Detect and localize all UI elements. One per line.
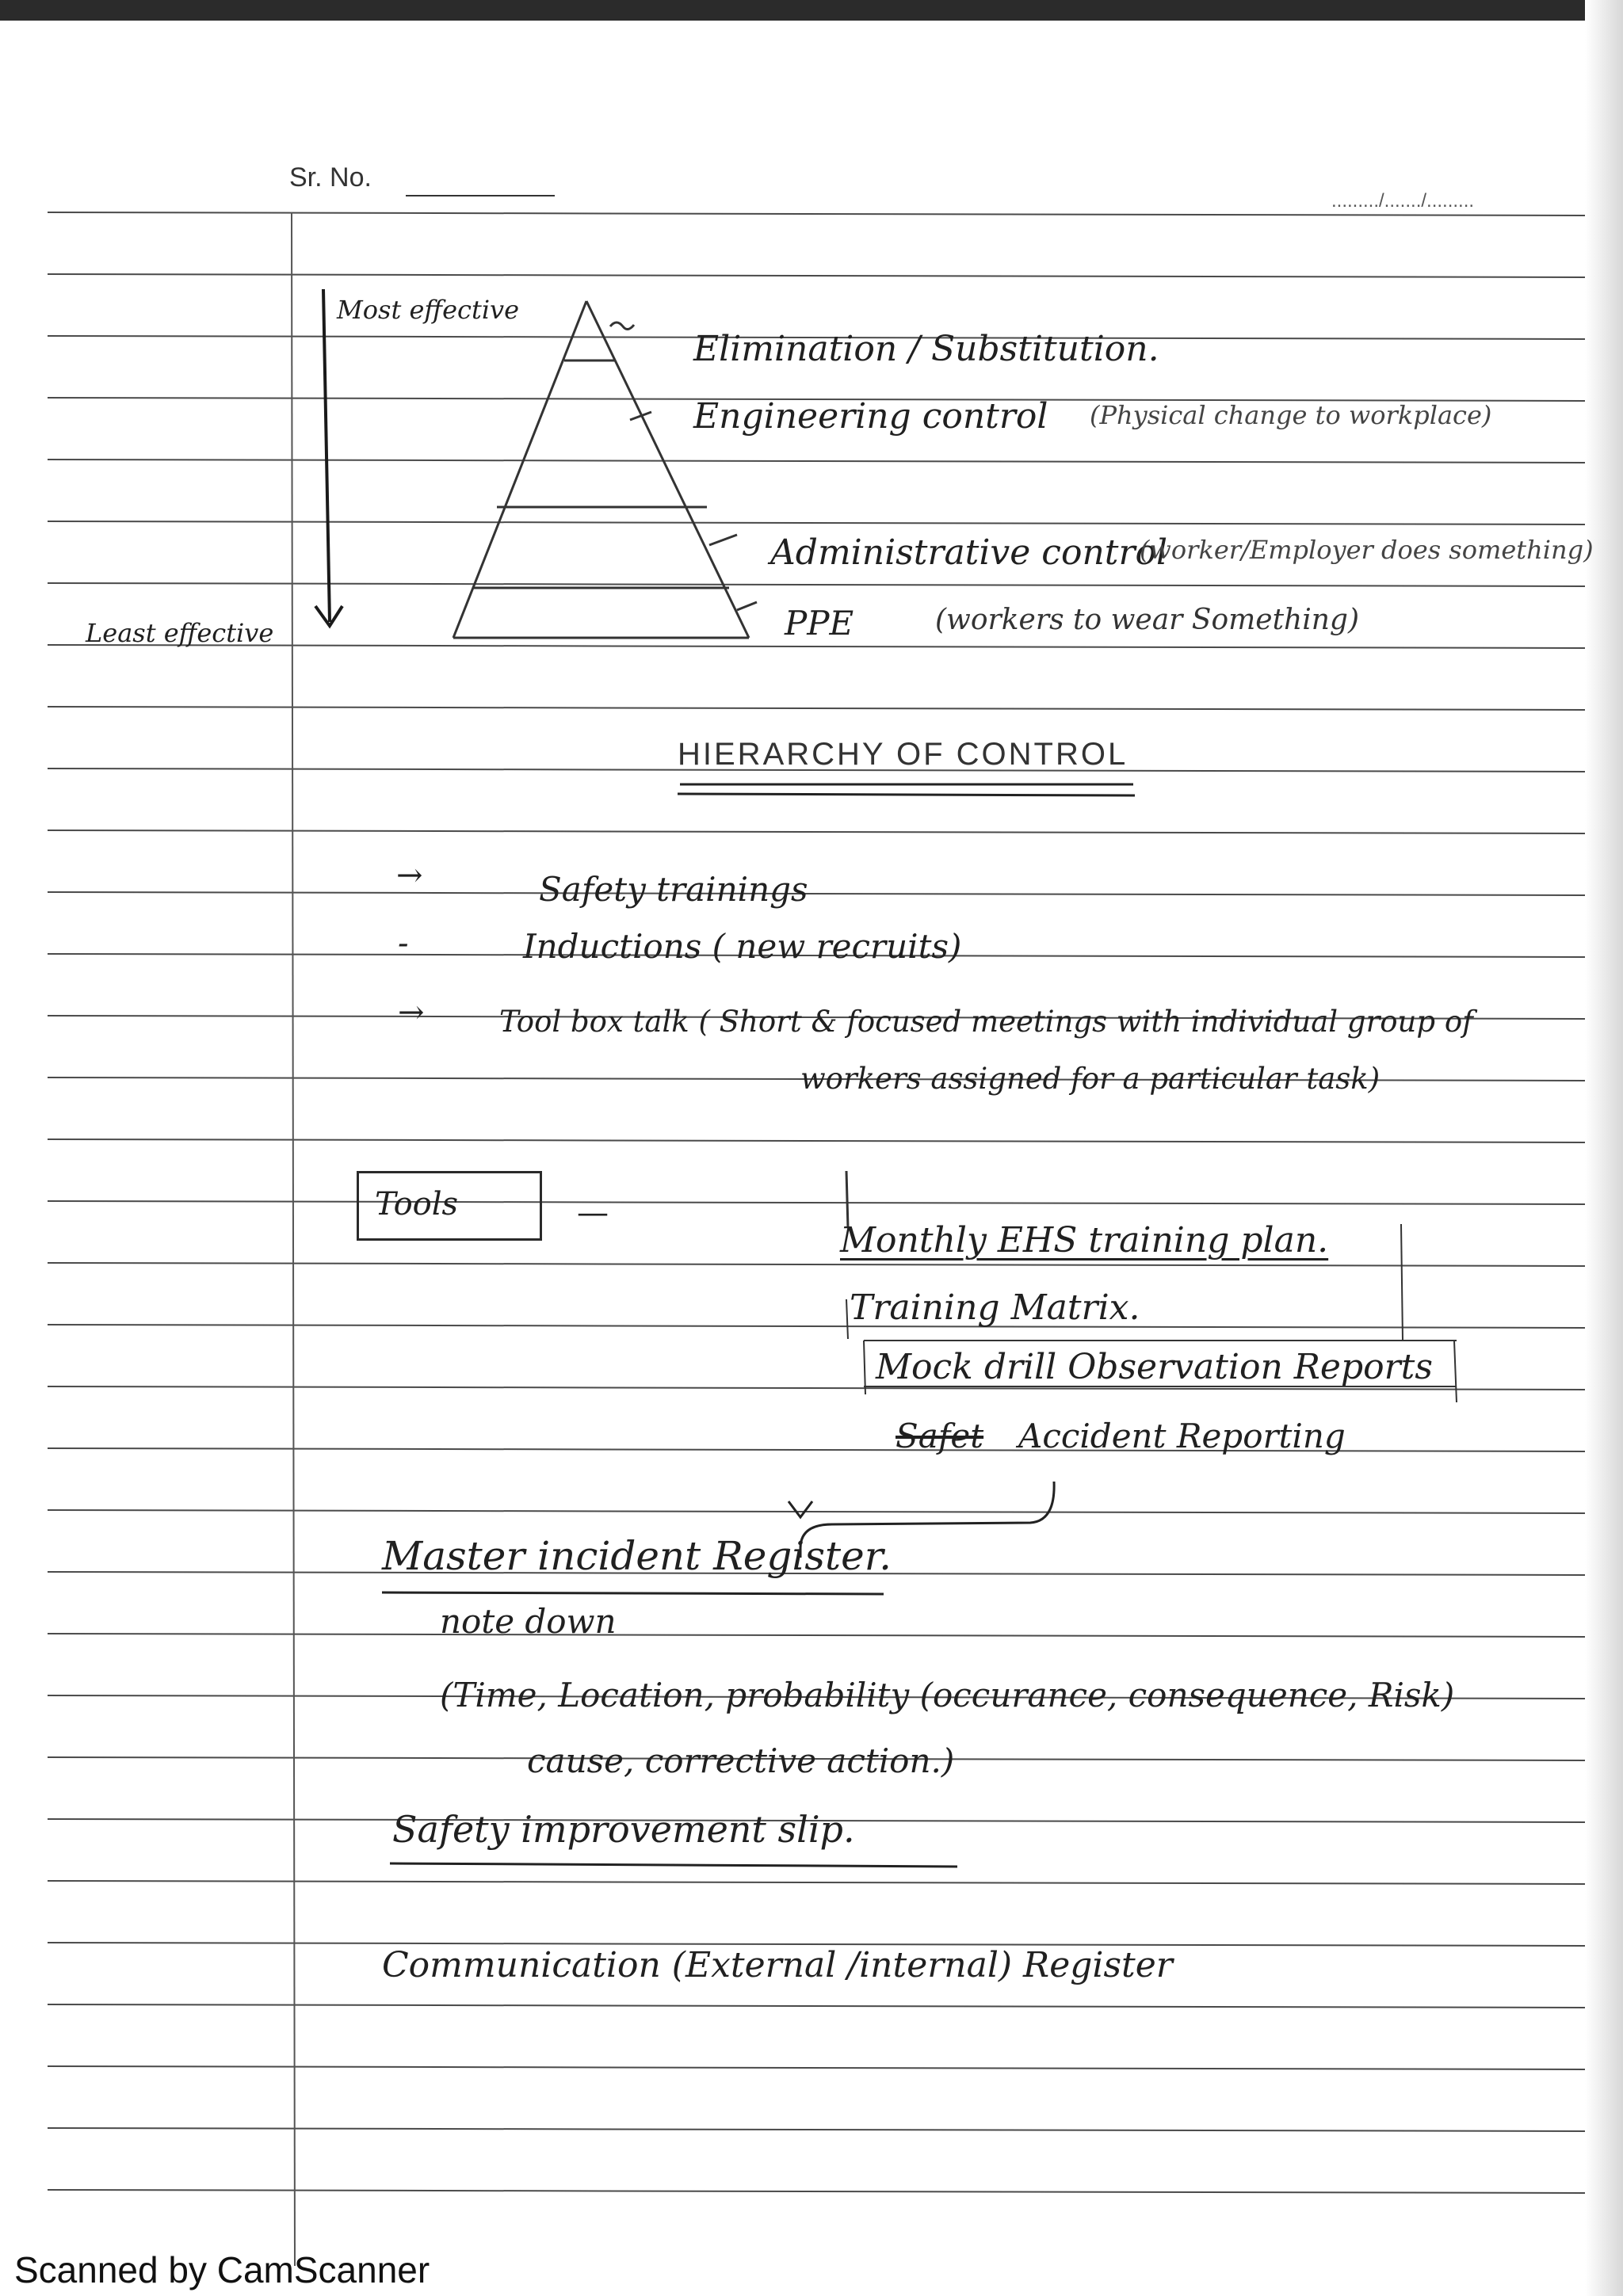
tool-mock-drill-reports: Mock drill Observation Reports bbox=[876, 1347, 1433, 1387]
ruled-line bbox=[48, 460, 1585, 463]
tool-training-matrix: Training Matrix. bbox=[850, 1287, 1140, 1328]
least-effective-label: Least effective bbox=[86, 618, 274, 648]
level-engineering-note: (Physical change to workplace) bbox=[1090, 400, 1492, 430]
ruled-line bbox=[48, 1448, 1585, 1451]
ruled-line bbox=[48, 2004, 1585, 2008]
ruled-line bbox=[48, 2190, 1585, 2193]
sr-no-label: Sr. No. bbox=[289, 162, 372, 193]
ruled-line bbox=[48, 2128, 1585, 2131]
ruled-line bbox=[48, 1201, 1585, 1204]
ruled-line bbox=[48, 830, 1585, 833]
bullet-marker: → bbox=[398, 994, 425, 1031]
safety-improvement-slip: Safety improvement slip. bbox=[392, 1808, 855, 1851]
effectiveness-arrow bbox=[323, 289, 330, 622]
bullet-inductions: Inductions ( new recruits) bbox=[523, 927, 962, 966]
most-effective-label: Most effective bbox=[337, 295, 520, 325]
ruled-line bbox=[48, 1325, 1585, 1328]
level-administrative: Administrative control bbox=[770, 532, 1168, 573]
tool-accident-reporting: Accident Reporting bbox=[1018, 1417, 1346, 1455]
ruled-line bbox=[48, 212, 1585, 215]
ruled-line bbox=[48, 274, 1585, 277]
ruled-line bbox=[48, 1263, 1585, 1266]
bullet-toolbox-talk-cont: workers assigned for a particular task) bbox=[800, 1062, 1381, 1096]
ruled-line bbox=[48, 583, 1585, 586]
register-details-2: cause, corrective action.) bbox=[527, 1741, 955, 1780]
date-placeholder: ........./......./......... bbox=[1331, 190, 1475, 212]
scanner-footer: Scanned by CamScanner bbox=[14, 2249, 430, 2290]
tool-monthly-ehs-plan: Monthly EHS training plan. bbox=[840, 1220, 1329, 1261]
margin-line bbox=[292, 212, 295, 2266]
tools-box bbox=[357, 1171, 542, 1241]
bullet-marker: - bbox=[398, 925, 409, 962]
register-details-1: (Time, Location, probability (occurance, consequence, Risk) bbox=[440, 1676, 1455, 1714]
ruled-line bbox=[48, 1634, 1585, 1637]
ruled-line bbox=[48, 1510, 1585, 1513]
bullet-safety-trainings: Safety trainings bbox=[539, 870, 808, 909]
register-title: Master incident Register. bbox=[382, 1533, 892, 1579]
register-subtitle: note down bbox=[440, 1602, 617, 1641]
ruled-line bbox=[48, 2066, 1585, 2069]
bullet-toolbox-talk: Tool box talk ( Short & focused meetings with individual group of bbox=[499, 1005, 1473, 1039]
level-elimination: Elimination / Substitution. bbox=[693, 329, 1159, 369]
ruled-line bbox=[48, 521, 1585, 524]
level-ppe-note: (workers to wear Something) bbox=[935, 604, 1360, 636]
ruled-line bbox=[48, 1139, 1585, 1142]
page-title: HIERARCHY OF CONTROL bbox=[678, 737, 1128, 772]
communication-register: Communication (External /internal) Register bbox=[382, 1945, 1173, 1985]
ruled-line bbox=[48, 892, 1585, 895]
ruled-line bbox=[48, 707, 1585, 710]
ruled-line bbox=[48, 645, 1585, 648]
level-ppe: PPE bbox=[785, 604, 854, 643]
tools-dash: — bbox=[577, 1195, 609, 1231]
level-engineering: Engineering control bbox=[693, 396, 1048, 437]
tools-label: Tools bbox=[375, 1186, 459, 1222]
level-administrative-note: (worker/Employer does something) bbox=[1140, 535, 1594, 565]
bullet-marker: → bbox=[396, 857, 423, 894]
ruled-line bbox=[48, 1881, 1585, 1884]
tool-struck-word: Safet bbox=[896, 1417, 984, 1455]
